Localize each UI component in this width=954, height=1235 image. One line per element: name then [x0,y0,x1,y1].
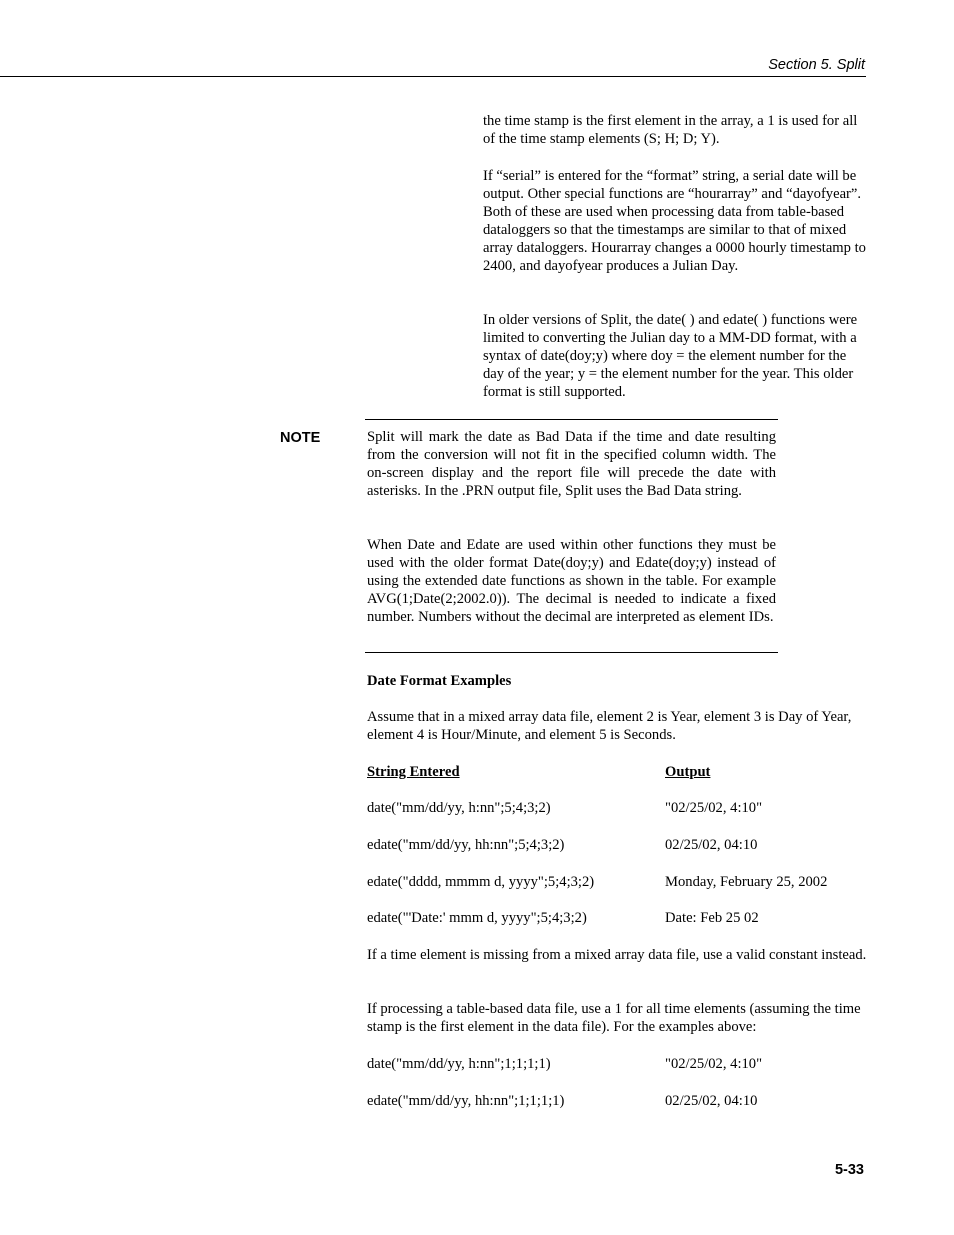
paragraph-table-based: If processing a table-based data file, use a 1 for all time elements (assuming the time stamp is the first element in the data file). For the examples above: [367,1001,861,1035]
example-string: date("mm/dd/yy, h:nn";5;4;3;2) [367,800,551,816]
page-number: 5-33 [834,1162,864,1178]
paragraph-assume: Assume that in a mixed array data file, element 2 is Year, element 3 is Day of Year, element 4 is Hour/Minute, and element 5 is Seconds. [367,709,852,743]
paragraph-missing-element: If a time element is missing from a mixed array data file, use a valid constant instead. [367,947,867,963]
example-string: edate("mm/dd/yy, hh:nn";5;4;3;2) [367,837,565,853]
running-header: Section 5. Split [768,57,865,73]
note-paragraph-bad-data: Split will mark the date as Bad Data if the time and date resulting from the conversion will not fit in the specified column width. The on-screen display and the report file will precede the date with asterisks. In the .PRN output file, Split uses the Bad Data string. [367,429,776,499]
paragraph-timestamp: the time stamp is the first element in the array, a 1 is used for all of the time stamp elements (S; H; D; Y). [483,113,858,147]
example-output: 02/25/02, 04:10 [665,837,758,853]
example-output: 02/25/02, 04:10 [665,1093,758,1109]
example-string: edate("'Date:' mmm d, yyyy";5;4;3;2) [367,910,587,926]
column-header-output: Output [665,764,711,780]
example-output: "02/25/02, 4:10" [665,1056,763,1072]
section-heading: Date Format Examples [367,673,512,689]
note-label: NOTE [280,430,321,446]
note-paragraph-date-edate: When Date and Edate are used within other functions they must be used with the older format Date(doy;y) and Edate(doy;y) instead of using the extended date functions as shown in the table. For example AVG(1;Date(2;2002.0)). The decimal is needed to indicate a fixed number. Numbers without the decimal are interpreted as element IDs. [367,537,776,625]
example-output: "02/25/02, 4:10" [665,800,763,816]
note-bottom-rule [365,652,778,653]
header-rule [0,76,866,77]
example-output: Date: Feb 25 02 [665,910,759,926]
example-output: Monday, February 25, 2002 [665,874,828,890]
example-string: edate("dddd, mmmm d, yyyy";5;4;3;2) [367,874,595,890]
example-string: date("mm/dd/yy, h:nn";1;1;1;1) [367,1056,551,1072]
paragraph-serial: If “serial” is entered for the “format” string, a serial date will be output. Other special functions are “hourarray” and “dayofyear”. Both of these are used when processing data from table-based dataloggers so that the timestamps are similar to that of mixed array dataloggers. Hourarray changes a 0000 hourly timestamp to 2400, and dayofyear produces a Julian Day. [483,168,866,274]
example-string: edate("mm/dd/yy, hh:nn";1;1;1;1) [367,1093,565,1109]
note-top-rule [365,419,778,420]
paragraph-older-versions: In older versions of Split, the date( ) and edate( ) functions were limited to converting the Julian day to a MM-DD format, with a syntax of date(doy;y) where doy = the element number for the day of the year; y = the element number for the year. This older format is still supported. [483,312,858,400]
column-header-string: String Entered [367,764,460,780]
